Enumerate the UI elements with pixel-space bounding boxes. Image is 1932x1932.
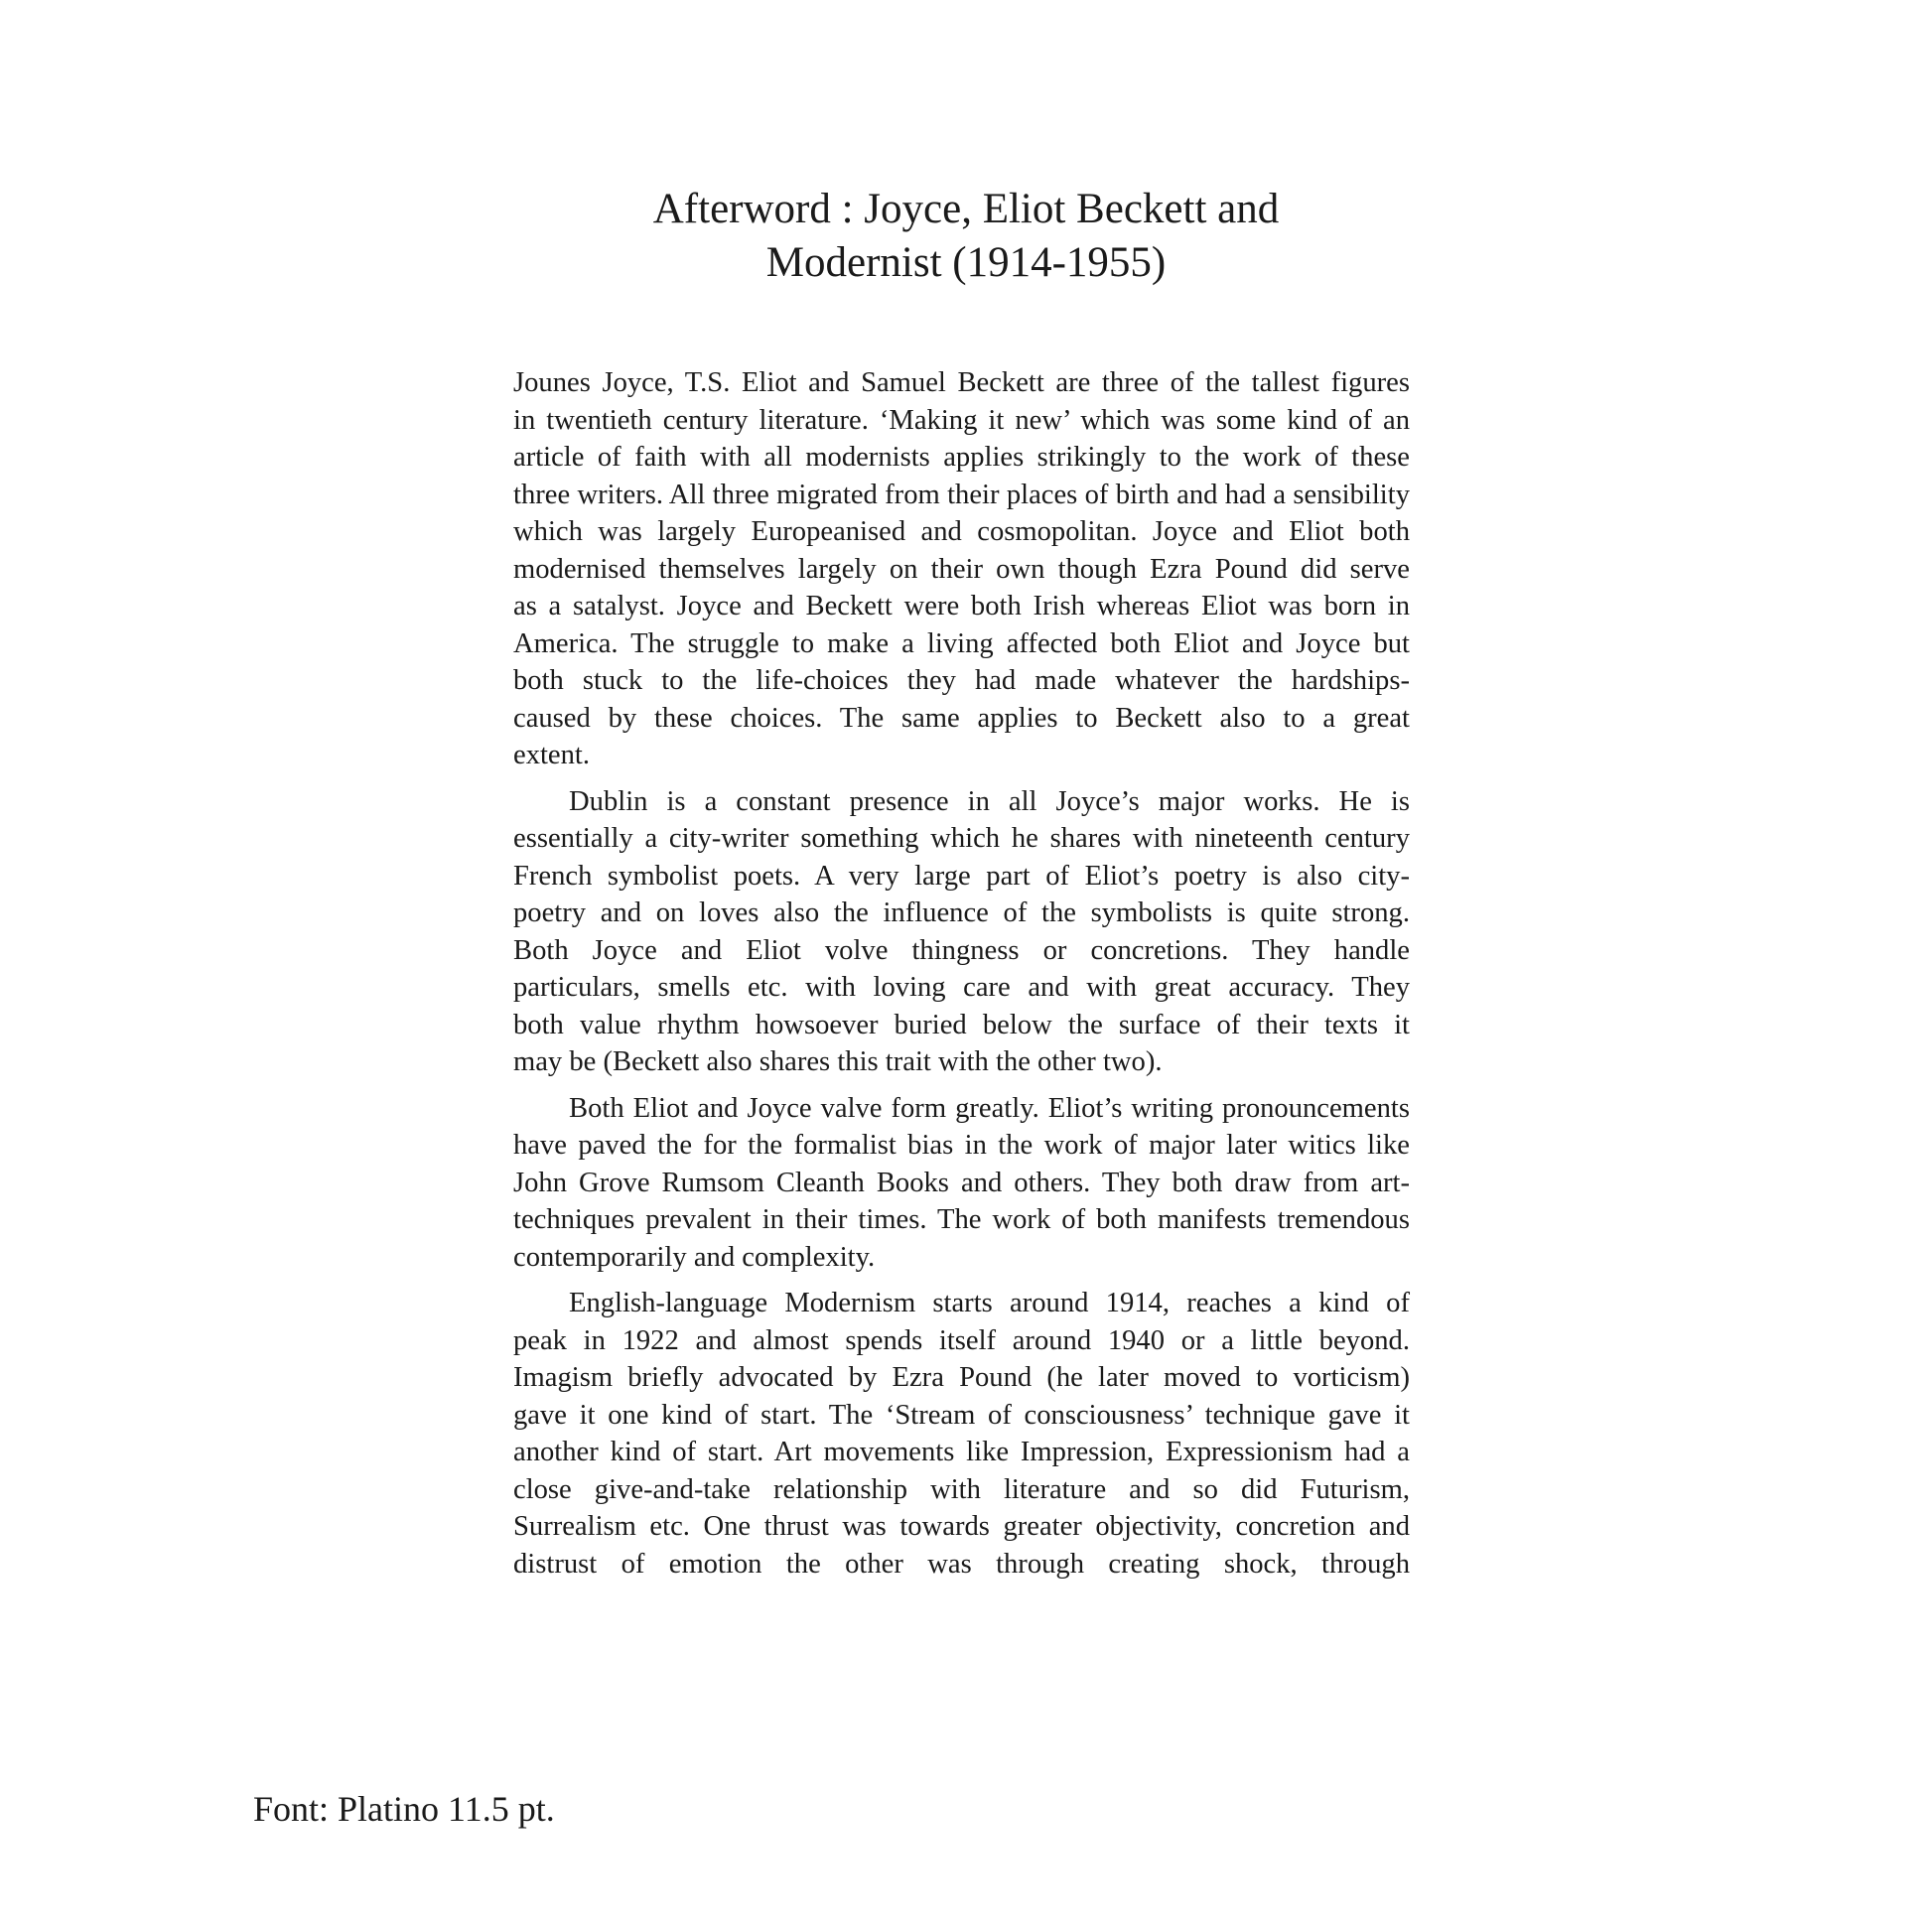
text-line: French symbolist poets. A very large part of Eliot’s poetry is also city- bbox=[513, 860, 1410, 892]
font-note: Font: Platino 11.5 pt. bbox=[253, 1789, 555, 1829]
text-line: article of faith with all modernists applies strikingly to the work of these bbox=[513, 442, 1410, 473]
text-line: extent. bbox=[513, 740, 591, 770]
paragraph-3 bbox=[513, 1090, 1410, 1277]
paragraph-1 bbox=[513, 364, 1410, 774]
title-line-2: Modernist (1914-1955) bbox=[765, 239, 1167, 286]
text-line: peak in 1922 and almost spends itself around 1940 or a little beyond. bbox=[513, 1324, 1410, 1356]
text-line: contemporarily and complexity. bbox=[513, 1241, 876, 1273]
text-line: both stuck to the life-choices they had made whatever the hardships- bbox=[513, 665, 1410, 696]
text-line: John Grove Rumsom Cleanth Books and others. They both draw from art- bbox=[513, 1167, 1410, 1198]
text-line: particulars, smells etc. with loving care and with great accuracy. They bbox=[513, 972, 1410, 1003]
text-line: poetry and on loves also the influence of the symbolists is quite strong. bbox=[513, 897, 1410, 928]
text-line: distrust of emotion the other was through creating shock, through bbox=[513, 1548, 1410, 1580]
text-line: modernised themselves largely on their own though Ezra Pound did serve bbox=[513, 553, 1410, 585]
text-line: both value rhythm howsoever buried below the surface of their texts it bbox=[513, 1009, 1410, 1040]
paragraph-4 bbox=[513, 1285, 1410, 1583]
page-title bbox=[0, 183, 1932, 290]
text-line: another kind of start. Art movements like Impression, Expressionism had a bbox=[513, 1437, 1410, 1467]
body-text bbox=[513, 364, 1410, 1591]
text-line: Jounes Joyce, T.S. Eliot and Samuel Beckett are three of the tallest figures bbox=[513, 367, 1410, 398]
text-line: English-language Modernism starts around 1914, reaches a kind of bbox=[569, 1288, 1410, 1318]
text-line: Dublin is a constant presence in all Joyce’s major works. He is bbox=[569, 785, 1410, 817]
text-line: have paved the for the formalist bias in the work of major later witics like bbox=[513, 1130, 1410, 1161]
text-line: three writers. All three migrated from their places of birth and had a sensibility bbox=[513, 479, 1410, 510]
text-line: essentially a city-writer something which he shares with nineteenth century bbox=[513, 823, 1410, 854]
text-line: close give-and-take relationship with literature and so did Futurism, bbox=[513, 1473, 1410, 1505]
text-line: Both Eliot and Joyce valve form greatly. Eliot’s writing pronouncements bbox=[569, 1092, 1410, 1124]
title-line-1: Afterword : Joyce, Eliot Beckett and bbox=[652, 186, 1280, 232]
paragraph-2 bbox=[513, 783, 1410, 1081]
text-line: caused by these choices. The same applies to Beckett also to a great bbox=[513, 702, 1410, 734]
text-line: Imagism briefly advocated by Ezra Pound (he later moved to vorticism) bbox=[513, 1362, 1410, 1393]
text-line: may be (Beckett also shares this trait with the other two). bbox=[513, 1046, 1163, 1077]
text-line: in twentieth century literature. ‘Making it new’ which was some kind of an bbox=[513, 404, 1410, 436]
text-line: as a satalyst. Joyce and Beckett were both Irish whereas Eliot was born in bbox=[513, 591, 1410, 621]
text-line: America. The struggle to make a living affected both Eliot and Joyce but bbox=[513, 627, 1410, 659]
text-line: techniques prevalent in their times. The work of both manifests tremendous bbox=[513, 1204, 1410, 1235]
text-line: Both Joyce and Eliot volve thingness or concretions. They handle bbox=[513, 934, 1410, 966]
text-line: Surrealism etc. One thrust was towards greater objectivity, concretion and bbox=[513, 1511, 1410, 1542]
text-line: which was largely Europeanised and cosmopolitan. Joyce and Eliot both bbox=[513, 516, 1410, 547]
text-line: gave it one kind of start. The ‘Stream of consciousness’ technique gave it bbox=[513, 1399, 1410, 1431]
